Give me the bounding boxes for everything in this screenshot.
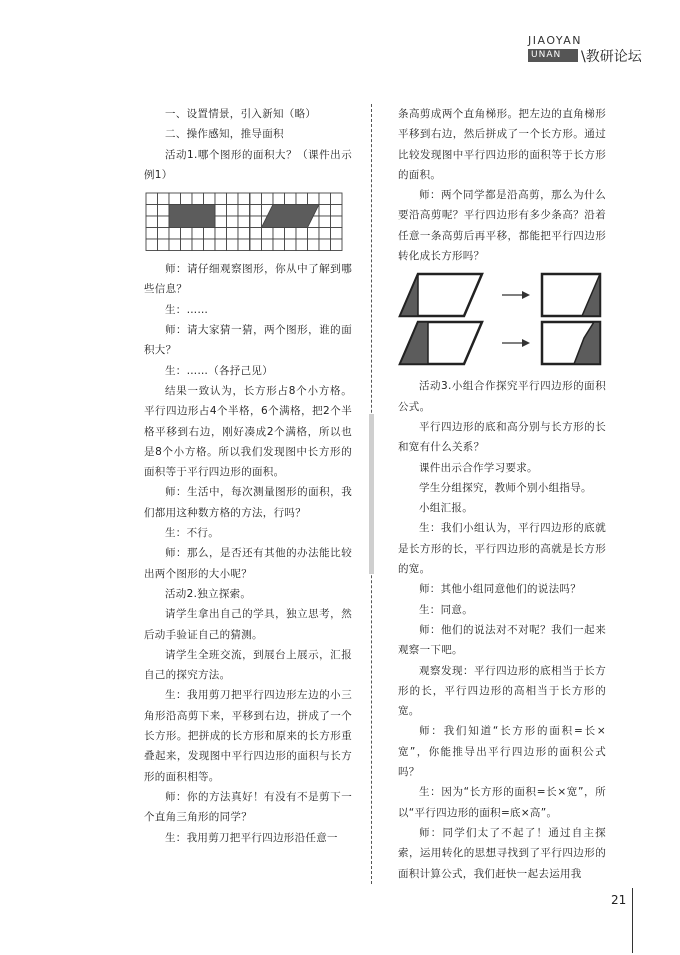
grid-cell (192, 193, 204, 205)
paragraph: 请学生拿出自己的学具，独立思考，然后动手验证自己的猜测。 (144, 608, 352, 641)
paragraph: 学生分组探究，教师个别小组指导。 (419, 481, 592, 494)
grid-cell (146, 193, 158, 205)
paragraph: 师：其他小组同意他们的说法吗？ (419, 583, 581, 596)
grid-cell (331, 239, 343, 251)
grid-cell (215, 216, 227, 228)
grid-cell (181, 228, 193, 240)
grid-cell (250, 193, 262, 205)
paragraph: 生：我用剪刀把平行四边形左边的小三角形沿高剪下来，平移到右边，拼成了一个长方形。把拼成的长方形和原来的长方形重叠起来，发现图中平行四边形的面积与长方形的面积相等。 (144, 689, 352, 783)
grid-cell (308, 239, 320, 251)
grid-cell (285, 239, 297, 251)
grid-cell (146, 239, 158, 251)
grid-cell (285, 228, 297, 240)
grid-cell (227, 216, 239, 228)
right-column (398, 104, 606, 884)
grid-cell (319, 228, 331, 240)
parallelogram-transform-figure (398, 270, 608, 370)
grid-cell (227, 193, 239, 205)
figure-grid (144, 187, 352, 253)
paragraph: 活动2.独立探索。 (165, 587, 252, 600)
paragraph: 活动1.哪个图形的面积大？（课件出示例1） (144, 148, 352, 181)
paragraph: 师：同学们太了不起了！通过自主探索，运用转化的思想寻找到了平行四边形的面积计算公式，我们赶快一起去运用我 (398, 826, 606, 880)
grid-cell (296, 193, 308, 205)
paragraph: 活动3.小组合作探究平行四边形的面积公式。 (398, 380, 606, 413)
left-column (144, 104, 352, 848)
paragraph: 一、设置情景，引入新知（略） (165, 108, 317, 120)
paragraph: 师：我们知道“长方形的面积=长×宽”，你能推导出平行四边形的面积公式吗？ (398, 725, 606, 779)
grid-cell (169, 239, 181, 251)
grid-cell (331, 205, 343, 217)
grid-cell (319, 216, 331, 228)
grid-cell (331, 193, 343, 205)
grid-cell (181, 239, 193, 251)
paragraph: 生：不行。 (165, 527, 219, 540)
grid-cell (181, 193, 193, 205)
grid-cell (169, 228, 181, 240)
grid-cell (192, 228, 204, 240)
paragraph: 师：你的方法真好！有没有不是剪下一个直角三角形的同学？ (144, 790, 352, 824)
paragraph: 师：请仔细观察图形，你从中了解到哪些信息？ (144, 263, 352, 296)
grid-cell (273, 228, 285, 240)
header-section-title: \教研论坛 (581, 49, 642, 65)
grid-cell (319, 193, 331, 205)
grid-cell (250, 239, 262, 251)
grid-cell (204, 193, 216, 205)
paragraph: 师：两个同学都是沿高剪，那么为什么要沿高剪呢？平行四边形有多少条高？沿着任意一条高剪后再平移，都能把平行四边形转化成长方形吗？ (398, 189, 606, 263)
grid-cell (319, 205, 331, 217)
paragraph: 结果一致认为，长方形占8个小方格。平行四边形占4个半格，6个满格，把2个半格平移到右边，刚好凑成2个满格，所以也是8个小方格。所以我们发现图中长方形的面积等于平行四边形的面积。 (144, 384, 352, 479)
page-number: 21 (611, 893, 627, 907)
grid-cell (238, 239, 250, 251)
rectangle-shape (169, 205, 215, 228)
grid-cell (296, 239, 308, 251)
paragraph: 师：生活中，每次测量图形的面积，我们都用这种数方格的方法，行吗？ (144, 486, 352, 519)
header-journal-en: JIAOYAN (528, 34, 582, 47)
paragraph: 观察发现：平行四边形的底相当于长方形的长，平行四边形的高相当于长方形的宽。 (398, 664, 606, 718)
paragraph: 师：他们的说法对不对呢？我们一起来观察一下吧。 (398, 623, 606, 657)
paragraph: 生：同意。 (419, 603, 473, 616)
paragraph: 生：…… (165, 303, 209, 316)
grid-cell (227, 205, 239, 217)
grid-cell (227, 228, 239, 240)
grid-cell (308, 193, 320, 205)
paragraph: 课件出示合作学习要求。 (419, 461, 538, 474)
paragraph: 师：请大家猜一猜，两个图形，谁的面积大？ (144, 324, 352, 357)
grid-cell (215, 193, 227, 205)
grid-cell (215, 228, 227, 240)
grid-cell (285, 193, 297, 205)
grid-cell (250, 205, 262, 217)
figure-transform (398, 270, 606, 370)
paragraph: 生：……（各抒己见） (165, 364, 273, 377)
grid-figure (144, 187, 354, 253)
grid-cell (146, 216, 158, 228)
grid-cell (215, 205, 227, 217)
grid-cell (158, 216, 170, 228)
grid-cell (331, 216, 343, 228)
arrow-head (522, 339, 530, 347)
grid-cell (158, 205, 170, 217)
grid-cell (262, 239, 274, 251)
grid-cell (169, 193, 181, 205)
paragraph: 生：因为“长方形的面积=长×宽”，所以“平行四边形的面积=底×高”。 (398, 786, 606, 819)
grid-cell (262, 228, 274, 240)
scrollbar[interactable] (369, 414, 374, 574)
grid-cell (192, 239, 204, 251)
grid-cell (331, 228, 343, 240)
grid-cell (238, 216, 250, 228)
grid-cell (158, 228, 170, 240)
grid-cell (296, 228, 308, 240)
cut-triangle (400, 274, 418, 316)
grid-cell (204, 239, 216, 251)
paragraph: 请学生全班交流，到展台上展示，汇报自己的探究方法。 (144, 648, 352, 682)
grid-cell (238, 228, 250, 240)
paragraph: 小组汇报。 (419, 502, 473, 515)
transform-row-1 (400, 274, 600, 316)
grid-cell (238, 205, 250, 217)
grid-cell (146, 228, 158, 240)
grid-cell (273, 193, 285, 205)
paragraph: 师：那么，是否还有其他的办法能比较出两个图形的大小呢？ (144, 547, 352, 580)
grid-cell (308, 228, 320, 240)
arrow-head (522, 291, 530, 299)
paragraph: 平行四边形的底和高分别与长方形的长和宽有什么关系？ (398, 420, 606, 454)
grid-cell (215, 239, 227, 251)
paragraph: 生：我用剪刀把平行四边形沿任意一 (165, 831, 338, 844)
paragraph: 二、操作感知，推导面积 (165, 128, 284, 141)
header-journal-box: UNAN (528, 49, 578, 62)
paragraph: 生：我们小组认为，平行四边形的底就是长方形的长，平行四边形的高就是长方形的宽。 (398, 522, 606, 576)
grid-cell (227, 239, 239, 251)
page-edge-line (632, 888, 633, 953)
grid-cell (158, 239, 170, 251)
grid-cell (204, 228, 216, 240)
grid-cell (273, 239, 285, 251)
grid-cell (158, 193, 170, 205)
grid-cell (319, 239, 331, 251)
grid-cell (250, 228, 262, 240)
grid-cell (146, 205, 158, 217)
grid-cell (262, 193, 274, 205)
paragraph: 条高剪成两个直角梯形。把左边的直角梯形平移到右边，然后拼成了一个长方形。通过比较发现图中平行四边形的面积等于长方形的面积。 (398, 108, 606, 181)
transform-row-2 (400, 322, 600, 364)
grid-cell (250, 216, 262, 228)
grid-cell (238, 193, 250, 205)
